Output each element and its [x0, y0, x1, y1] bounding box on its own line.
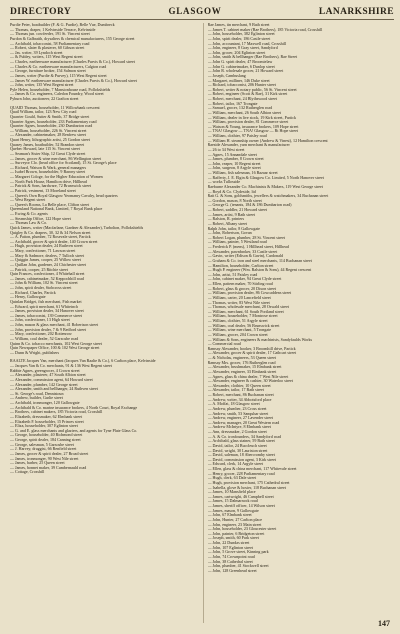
directory-entry: — David, commission agent, 3 Kirk street	[207, 457, 277, 462]
directory-entry: — Henry, grocer, 228 Parliamentary road	[207, 471, 275, 476]
directory-entry: — John, artist, 51 Paisley road	[207, 272, 258, 277]
directory-entry: — John, writer, 135 West Regent street	[10, 83, 74, 88]
directory-entry: — James, cabinetmaker, 52 Keppochhill road	[10, 276, 84, 281]
directory-entry: — Charles, earthenware manufacturer (Charles Purvis & Co.), Howard street	[10, 60, 135, 64]
directory-entry: — John, engineer, 23 Main street	[207, 522, 262, 527]
directory-entry: — David, wright, 30 Lauriston street	[207, 448, 268, 453]
directory-entry: — William, provision dealer, 86 Cowcaddens street	[207, 291, 292, 296]
page-header	[10, 6, 394, 20]
directory-entry: — Charles & Co. earthenware manufacturers, Calgton road	[10, 64, 107, 69]
directory-entry: — John G. spirit dealer, 47 Broomielaw	[207, 60, 273, 64]
directory-entry: — Margaret Cologe, for the Higher Education of Women	[10, 175, 103, 179]
directory-entry: — A. Patton, plumber, 72 Rosevale street, Partick	[10, 235, 91, 240]
directory-entry: — Margaret, milliner, 146 Duke street	[207, 78, 270, 83]
right-column	[203, 23, 395, 623]
directory-entry: Quebec Howard, late 115 St. Vincent street	[10, 147, 80, 152]
directory-entry: — Alexander, commission agent, 64 Howard street	[10, 377, 93, 382]
directory-entry: — Robert, Albany street	[207, 221, 248, 226]
directory-entry: — Andrew, manager, 20 Great Western road	[207, 420, 280, 425]
directory-entry: — Joseph, Cambuslang	[207, 73, 246, 78]
directory-entry: — John, 128 Greenhead street	[207, 568, 257, 573]
directory-entry: Quick James, writer (Macfarlane, Gardner & Alexander), Tarbolton, Pollokshields	[10, 225, 144, 230]
directory-entry: — Patrick, vestment, 13 Moreland street	[10, 188, 76, 193]
directory-entry: Raeburne Alexander Co. Machinists & Makers, 119 West George street	[207, 184, 323, 189]
directory-entry: — Robert, tailor, 167 Trongate	[207, 101, 258, 106]
directory-entry: — George, spirit dealer, 184 Canning street	[10, 438, 81, 442]
directory-entry: — Robert, merchant, 24 Blythswood street	[207, 97, 278, 101]
directory-entry: — James T. cabinet maker (Rae Brothers), 185 Victoria road, Crosshill	[207, 27, 323, 32]
header-right: LANARKSHIRE	[318, 7, 394, 17]
directory-entry: Ralph John, tailor, 8 Gallowgate	[207, 226, 260, 231]
directory-entry: — Gordon, mason, 8 North street	[207, 198, 262, 203]
directory-entry: — Richard, Watson & Wark, general managers	[10, 165, 87, 170]
directory-entry: — William, coal dealer, 56 Brunswick street	[207, 323, 280, 328]
directory-entry: — Alexander, grocer & spirit dealer, 17 Cathcart street	[207, 351, 297, 356]
directory-entry: — William, grocer, 204 Crown street	[207, 332, 268, 337]
directory-entry: — A. Moffat, 18 Glasgow street	[207, 402, 260, 407]
directory-entry: — James, barber, 25 Queen street	[10, 461, 65, 466]
directory-entry: Purdie Peter, boatbuilder (F. & G. Purdie), Belle Vue, Dumbreck	[10, 23, 115, 27]
directory-entry: Quigley & Co. drapers, 30, 32 & 34 Nelson street	[10, 230, 91, 235]
header-left: DIRECTORY	[10, 7, 72, 17]
directory-entry: — James, mason, 9 Gallowgate	[207, 508, 259, 513]
directory-entry: — William, fish salesman, 16 Bazaar street	[207, 171, 278, 175]
directory-entry: Rait G. & Sons, goldsmiths, jewellers & watchmakers, 34 Buchanan street	[207, 194, 329, 199]
directory-entry: — Samuel, grocer, 132 Rutherglen road	[207, 106, 273, 111]
directory-entry: — William, householder, 7 Montrose street	[207, 314, 278, 319]
directory-entry: — John, 38 Cathedral street	[207, 559, 253, 564]
directory-entry: — Isabella, glove & hosier, 118 Buchanan street	[207, 485, 286, 490]
directory-entry: — James, grocer & spirit dealer, 27 Broad street	[10, 451, 89, 456]
directory-entry: — Steamship Office, 122 Hope street	[10, 216, 71, 221]
directory-entry: — John, 22 Dundas street	[207, 541, 250, 545]
page-number: 147	[378, 619, 390, 628]
directory-entry: — Thomas, draper, 1 Kelvinside Terrace, Kelvinside	[10, 27, 96, 32]
directory-entry: — Patrick & Sons, hardware, 72 Brunswick street	[10, 184, 92, 189]
directory-entry: — Rafferty, J. E. Elgin & Glasgow Co. Limited, 5 North Hanover street	[207, 175, 324, 180]
directory-entry: — John, householder, 23 Gloucester street	[207, 527, 277, 532]
directory-entry: Quarrier Agnes, householder, 233 Parliamentary road	[10, 119, 97, 124]
directory-entry: Pyle Helen, householder, 7 Mansionhouse road, Pollokshields	[10, 87, 111, 92]
directory-entry: — George G. (tenants, 184 & 186 Dumbarton road)	[207, 203, 292, 208]
directory-entry: — Thomas, wholesale merchant, 28 Oswald street	[207, 305, 290, 310]
directory-entry: — Robert, glass & grocer, 20 Dixon street	[207, 286, 277, 291]
directory-entry: — James, ironmonger, 90 West Nile street	[10, 456, 79, 461]
directory-entry: Quasey James, boatbuilder, 52 Brandon street	[10, 142, 85, 147]
directory-entry: — Eliza, householder, 307 Eglinton street	[10, 424, 78, 429]
directory-entry: — Ann, dressmaker, 2 Gordon street	[207, 430, 267, 434]
directory-entry: — Ewing & Co. agents	[10, 212, 48, 216]
directory-entry: — James, writer (Purdie & Purvey), 115 West Regent street	[10, 73, 107, 78]
directory-entry: — John, plumber, 41 Stockwell street	[207, 564, 269, 569]
directory-entry: — George, furniture broker, 154 Salmon street	[10, 69, 86, 74]
directory-entry: — William, clothier, 51 Argyle street	[207, 319, 268, 323]
directory-entry: — Alexander, tailor, 17 Bath street	[207, 388, 264, 393]
directory-entry: — James & Co. engineers, Caledon Foundry, Wood street	[10, 92, 104, 97]
directory-entry: — Archibald, grocer & spirit dealer, 140 Crown street	[10, 239, 98, 244]
directory-entry: — William, dealer in live stock, 19 Kirk street, Partick	[207, 115, 297, 120]
directory-entry: — Alexander, pawnbroker, 33 Castle street	[207, 249, 278, 254]
directory-entry: — Seaman's Sister Ship, 12 Great Clyde street	[10, 151, 86, 156]
directory-entry: — Alexander, plasterer, 47 South Albion street	[10, 373, 86, 378]
directory-entry: — James, 10 Mansfield place	[207, 490, 256, 495]
directory-entry: — Mary, confectioner, 202 Rottenrow	[10, 332, 72, 337]
directory-entry: — & Nicholas, engineers, 53 Queen street	[207, 356, 277, 360]
directory-entry: — Andrew, writer, 34 Abbotsford place	[207, 397, 272, 402]
directory-entry: — George, householder, 40 Richmond street	[10, 433, 83, 438]
directory-entry: — Quillan John, gardener, 24 Chichester street	[10, 262, 87, 267]
directory-entry: — William & Sons, engineers & machinists, Sandyfaulds Works	[207, 337, 313, 342]
directory-entry: — Ellen, pattern maker, 70 Stirling road	[207, 282, 273, 286]
directory-entry: — Andrew, builder, Garlie street	[10, 396, 63, 401]
directory-entry: — John, painter, 6 Bridgeton street	[207, 531, 265, 536]
directory-entry: Quinlan Bridget, fish merchant, Fish market	[10, 299, 82, 304]
directory-entry: — John, 5 Grove street, Kinning park	[207, 550, 269, 555]
directory-entry: — Richard, Charles, Partick	[10, 290, 56, 295]
directory-columns	[10, 23, 394, 623]
directory-entry: — John, 74 Crownpoint road	[207, 554, 255, 559]
directory-entry: — John, Robertson, Govan	[207, 231, 252, 236]
directory-entry: — Andrew, engineer, 27 Lavender street	[207, 416, 274, 421]
directory-entry: — Alexander, brushmaker, 15 Elmbank street	[207, 365, 282, 370]
directory-entry: — James, tobacconist, 139 Commerce street	[10, 313, 83, 318]
directory-entry: Quart Henry, lithographic artist, 25 Gordon street	[10, 138, 90, 142]
directory-entry: — James, 15 Dalmarnock road	[207, 499, 258, 504]
directory-entry: — Robert, saddler, 21 Howard street	[207, 208, 268, 212]
directory-entry: — Isabel Brown, householder, 9 Barony street	[10, 170, 86, 175]
directory-entry: Quin Frances, confectioner, 4 Whitehall street	[10, 272, 85, 277]
directory-entry: — Hugh, provision merchant, 175 Cathedral street	[207, 480, 290, 485]
directory-entry: Quin Newspaper Office, 100 & 102 West George street	[10, 346, 100, 351]
directory-entry: — Thomas jun. cowfeeder, 191 St. Vincent street	[10, 32, 90, 37]
directory-entry: — Hugh, clerk, 63 Dale street	[207, 476, 257, 481]
directory-entry: — William, carter, 20 Lancefield street	[207, 295, 271, 300]
directory-entry: — Commercial road	[207, 342, 241, 347]
directory-entry: — Hugh P. engineer (Wm. Ralston & Sons), 44 Regent crescent	[207, 268, 312, 273]
directory-entry: — 26 to 34 West street	[207, 147, 245, 152]
directory-entry: — Mary & Sadmore, dealers, 7 Tulloch street	[10, 253, 85, 258]
header-center: GLASGOW	[168, 6, 222, 16]
directory-entry: — Robert, merchant, 86 Buchanan street	[207, 393, 274, 397]
directory-entry: — William, provision dealer, 81 Commerce street	[207, 120, 289, 125]
directory-entry: — John, confectioner, 13 High street	[10, 318, 70, 323]
directory-entry: Purdon & Galbraith, drysalters & chemical manufacturers, 155 George street	[10, 36, 135, 41]
directory-entry: — Alexander, engineer & cashier, 30 Waterloo street	[207, 379, 293, 384]
directory-entry: — James, bonnet maker, 39 Cumbernauld road	[10, 465, 87, 470]
directory-entry: — Cottage, Crosshill	[10, 470, 45, 475]
directory-entry: — A. & Co. ironfounders, 34 Sandyford road	[207, 434, 282, 439]
directory-entry: — Elizabeth, dressmaker, 62 Elmbank street	[10, 414, 83, 419]
directory-entry: — Ellen, glass & china merchant, 117 Whitevale street	[207, 467, 297, 471]
directory-entry: — John, surgeon, 8 Argyle street	[207, 166, 261, 171]
directory-entry: — Andrew McIntyre, 8 Elmbank street	[207, 425, 271, 430]
directory-entry: — John, 107 Eglinton street	[207, 545, 254, 550]
directory-entry: — Andrew, plumber, 23 Cross street	[207, 406, 267, 411]
directory-entry: — John G. cabinetmaker, 6 Dunlop street	[207, 64, 275, 69]
directory-entry: — John, Hunter, 27 Carlton place	[207, 517, 263, 522]
directory-entry: — James, grocer & wine merchant, 86 Wellington street	[10, 156, 102, 161]
directory-entry: Raeside Alexander, yarn merchant & manufacturer	[207, 143, 290, 148]
directory-entry: — Hugh, provision dealer, 24 Ruthven street	[10, 244, 83, 249]
directory-entry: Rae James, tin merchant, 9 Bath street	[207, 23, 270, 27]
directory-entry: — Edward, spirit merchant, 61 Whiteinch	[10, 304, 78, 309]
directory-entry: Quarrier Agnes, householder, 230 Dumbarton road	[10, 124, 93, 129]
directory-entry: — Brothers, cabinet makers, 185 Victoria road, Crosshill	[10, 410, 103, 415]
directory-entry: — Surveyor Clo. (head office for Scotland), 15 St. George's place	[10, 161, 117, 166]
directory-entry: Ramsay Alexander, hooker, 3 Broomhill drive, Partick	[207, 346, 296, 351]
directory-entry: RAALTE Jacques Van, merchant (Jacques Van Raalte & Co.), 6 Carlton place, Kelvinside	[10, 359, 156, 364]
directory-entry: — James W. earthenware manufacturer (Charles Purvis & Co.), Howard street	[10, 78, 137, 83]
directory-entry: — Jacques Van & Co. merchants, 91 & 136 West Regent street	[10, 364, 112, 368]
directory-entry: — Edward, clerk, 14 Argyle street	[207, 462, 264, 467]
directory-entry: — Jas. writer, 39 Lyndoch street	[10, 50, 63, 55]
directory-entry: — John, engineer, 8 Gray street, Sandyford	[207, 46, 278, 51]
directory-entry: — Robert, engineer (Scott & Rae), 31 Kirk street	[207, 92, 288, 97]
directory-entry: — John, smith & bellhanger (Rae Brothers), Rae Street	[207, 55, 298, 60]
directory-entry: QUAID Thomas, householder, 11 Willowbank crescent	[10, 105, 100, 110]
directory-entry: — Watson & Young, insurance brokers, 109 Hope street	[207, 124, 299, 129]
directory-entry: — Queen's Own Royal Glasgow Yeomanry Cavalry, head quarters	[10, 193, 118, 198]
directory-entry: — William, clothier, 97 Paisley road	[207, 134, 267, 138]
directory-entry: — William, coal dealer, 52 Garscube road	[10, 336, 79, 341]
directory-entry: — Robert, writer & notary public, 56 St. Vincent street	[207, 87, 297, 92]
directory-entry: Ramsay Mrs. grocer, 176 Rutherglen road	[207, 360, 276, 365]
directory-entry: — John, spirit dealer, 186 Castle street	[207, 36, 271, 41]
directory-entry: — Henry, Gallowgate	[10, 295, 46, 300]
directory-entry: — John R. wholesale grocer, 21 Howard street	[207, 69, 284, 74]
directory-entry: — George, salesman, 5 Garscube street	[10, 442, 74, 447]
directory-entry: — Mary, confectioner, 71 Lawson street	[10, 249, 76, 253]
directory-entry: — Thomas Law & Co.	[10, 221, 48, 226]
directory-entry: — John, cabinet maker, 94 Great Clyde street	[207, 277, 282, 282]
directory-entry: Rabbie Agnes, greengrocer, 4 Crown street	[10, 368, 80, 373]
directory-entry: — David, tailor, 24 Buccleuch street	[207, 443, 267, 448]
directory-entry: — Queen's Rooms, La Belle place, Clifton street	[10, 202, 90, 207]
directory-entry: — David, saleman, 18 Abercromby street	[207, 453, 275, 458]
directory-entry: — William, merchant, 61 South Portland street	[207, 309, 284, 314]
directory-entry: — Dunn & Wright, publishers	[10, 350, 60, 355]
directory-entry: — John & William, 102 St. Vincent street	[10, 281, 78, 286]
directory-entry: — John, 67 Elmbank street	[207, 513, 252, 518]
directory-entry: — Alexander, cabinetmaker, 28 Renfrew street	[10, 133, 86, 138]
directory-entry: — Robert, slater & plasterer, 60 Gibson street	[10, 46, 85, 51]
directory-entry: — G. and E. glass merchants and glaziers, and agents for Tyne Plate Glass Co.	[10, 428, 138, 433]
directory-entry: — Agnes, glass & china dealer, 7 West Nile street	[207, 374, 289, 379]
directory-entry: — James, provision dealer, 34 Hanover street	[10, 309, 84, 314]
directory-entry: — John, mason & glass merchant, 41 Robertson street	[10, 323, 99, 327]
directory-entry: Queensland National Bank, Limited, 7 Royal Bank place	[10, 207, 103, 212]
directory-entry: — Richard, tobacconist, 206 Hunter street	[207, 83, 276, 88]
directory-entry: — William H. steamship owner (Andrew & Vinest), 12 Hamilton crescent	[207, 138, 328, 143]
directory-entry: — William, householder, 226 St. Vincent street	[10, 128, 87, 133]
directory-entry: — John, grocer, 204 Eglinton street	[207, 50, 266, 55]
directory-entry: — works Tullosside	[207, 180, 241, 185]
directory-entry: — Gavin, writer (Edison & Gavin), Cardonald	[207, 254, 284, 259]
directory-entry: — St. George's road, Dennistoun	[10, 391, 64, 396]
directory-entry: — Robert Logan, plumber, 28 St. Vincent street	[207, 235, 286, 240]
directory-entry: — & Publey, writers, 115 West Regent street	[10, 55, 83, 60]
directory-entry: — Frederick P. (mens), 1 Hillhead street, Hillhead	[207, 245, 289, 249]
directory-entry: — Joseph, smith, 60 Park street	[207, 536, 259, 541]
directory-entry: — James, plumber, 8 Crown street	[207, 157, 264, 162]
directory-entry: — Andrew, smith, 53 Sanquhar street	[207, 411, 269, 416]
directory-entry: — John, householder, 382 Eglinton street	[207, 32, 275, 37]
directory-entry: — William, painter, 5 Westland road	[207, 240, 267, 245]
directory-entry: — Alexander, clothier, 10 Queen street	[207, 383, 271, 388]
directory-entry: — Quiggin James, cooper, 25 Willow street	[10, 258, 81, 263]
directory-entry: — John, reaper, 10 Regent street	[207, 161, 261, 166]
directory-entry: — North Park House, Hamilton drive, Hillhead	[10, 179, 87, 184]
directory-entry: — Patrick, cooper, 25 Ritchie street	[10, 267, 68, 272]
directory-entry: — William, wine merchant, 5 Trongate	[207, 328, 271, 333]
directory-entry: — Archibald, ironmonger, 120 Gallowgate	[10, 401, 80, 405]
directory-entry: — Alexander, engineer, 33 Elmbank street	[207, 369, 277, 374]
directory-entry: — John, spirit dealer, Stobcross street	[10, 286, 72, 290]
directory-entry: — Archibald & Co. marine insurance brokers, 4 North Court, Royal Exchange	[10, 405, 138, 410]
directory-entry: — John, accountant, 17 Maxwell road, Crosshill	[207, 41, 287, 46]
directory-entry: — Alexander, plumber, 142 George street	[10, 382, 78, 387]
directory-entry: — James, artist, 9 Bath street	[207, 212, 256, 217]
directory-entry: Quail William, tailor, 123 New City road	[10, 110, 77, 115]
directory-entry: — James, cartwright, 46 Campbell street	[207, 494, 274, 499]
directory-entry: — Archibald, glass stainer, 59 Bath street	[207, 439, 275, 444]
directory-entry: — William, merchant, 26 South Albion street	[207, 110, 281, 115]
directory-entry: — Alexander, smith and bellhanger, 24 Ruthven street	[10, 387, 98, 392]
directory-entry: — TNA! Glasgow — TNA! Glasgow — Rt Hope street	[207, 129, 299, 134]
directory-entry: Pyburn John, auctioneer, 22 Grafton street	[10, 97, 79, 101]
directory-entry: — Elizabeth F. householder, 15 Princes street	[10, 419, 84, 424]
directory-entry: — Graham & Co. iron and steel merchants, 114 Buchanan street	[207, 258, 312, 263]
directory-entry: — Hamilton, householder, Carlton street	[207, 263, 274, 268]
directory-entry: — West Regent street	[10, 198, 46, 203]
directory-entry: Quarrier Gould, Sutter & Smith, 37 Bridge street	[10, 114, 90, 119]
directory-entry: — Boyd & Co. Clydeside, ltd	[207, 189, 256, 194]
directory-entry: — Agnes, 15 Annandale street	[207, 152, 257, 157]
directory-entry: — John, provision dealer, 7 & 9 Bedford street	[10, 327, 87, 332]
directory-entry: — J. Harvey, druggist, 66 Renfield street	[10, 447, 77, 452]
directory-entry: — Thomas, writer, 83 West Nile street	[207, 300, 270, 305]
directory-entry: — James, sheriff officer, 14 Wilson street	[207, 504, 275, 508]
directory-entry: — Ralston, R. printers	[207, 217, 245, 222]
left-column	[10, 23, 197, 623]
directory-entry: — Archibald, tobacconist, 58 Parliamentary road	[10, 41, 90, 46]
directory-entry: Quinn & Co. tobacco merchants, 102 West George street	[10, 341, 102, 346]
